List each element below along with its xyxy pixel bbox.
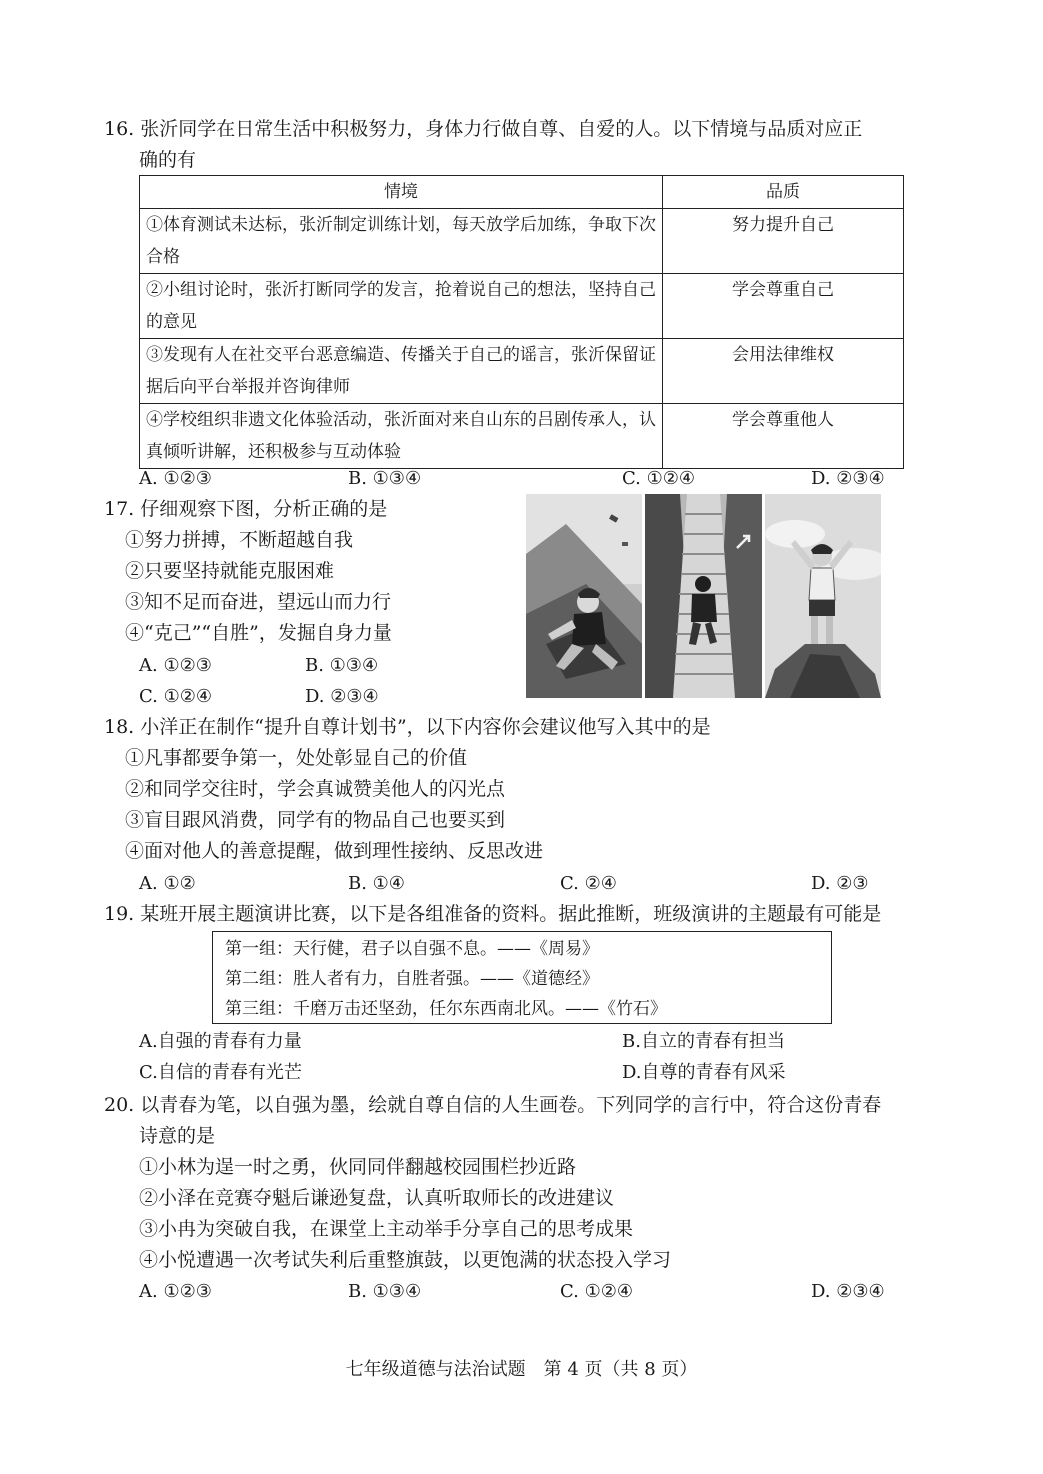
q18-item-3: ③盲目跟风消费，同学有的物品自己也要买到 xyxy=(125,809,506,831)
q17-option-b: B. ①③④ xyxy=(305,655,379,676)
q18-item-1: ①凡事都要争第一，处处彰显自己的价值 xyxy=(125,747,468,769)
q19-option-d: D.自尊的青春有风采 xyxy=(622,1062,786,1083)
q17-option-c: C. ①②④ xyxy=(139,686,212,707)
table-row xyxy=(140,274,904,339)
q20-option-b: B. ①③④ xyxy=(348,1281,422,1302)
q19-quote-box xyxy=(212,931,832,1024)
table-header-quality: 品质 xyxy=(663,176,904,209)
illustration-panel-fall xyxy=(526,494,642,698)
q20-item-1: ①小林为逞一时之勇，伙同同伴翻越校园围栏抄近路 xyxy=(139,1156,577,1178)
q19-option-a: A.自强的青春有力量 xyxy=(139,1031,302,1052)
q19-option-b: B.自立的青春有担当 xyxy=(622,1031,785,1052)
q19-option-c: C.自信的青春有光芒 xyxy=(139,1062,302,1083)
q16-stem-line2: 确的有 xyxy=(139,149,197,171)
q18-stem: 18. 小洋正在制作“提升自尊计划书”，以下内容你会建议他写入其中的是 xyxy=(104,716,711,738)
q17-item-2: ②只要坚持就能克服困难 xyxy=(125,560,335,582)
illustration-panel-stairs xyxy=(645,494,762,698)
page-footer: 七年级道德与法治试题 第 4 页（共 8 页） xyxy=(345,1359,698,1380)
q20-stem-line1: 20. 以青春为笔，以自强为墨，绘就自尊自信的人生画卷。下列同学的言行中，符合这份青春 xyxy=(104,1094,882,1116)
q20-item-3: ③小冉为突破自我，在课堂上主动举手分享自己的思考成果 xyxy=(139,1218,634,1240)
q17-item-1: ①努力拼搏，不断超越自我 xyxy=(125,529,354,551)
q17-item-3: ③知不足而奋进，望远山而力行 xyxy=(125,591,392,613)
q19-quote-3: 第三组：千磨万击还坚劲，任尔东西南北风。——《竹石》 xyxy=(225,999,667,1019)
q16-stem-line1: 16. 张沂同学在日常生活中积极努力，身体力行做自尊、自爱的人。以下情境与品质对应正 xyxy=(104,118,863,140)
table-cell-quality: 会用法律维权 xyxy=(663,339,904,404)
table-row xyxy=(140,404,904,469)
illustration-panel-summit xyxy=(765,494,881,698)
q20-option-d: D. ②③④ xyxy=(811,1281,885,1302)
q16-option-b: B. ①③④ xyxy=(348,468,422,489)
q20-item-2: ②小泽在竞赛夺魁后谦逊复盘，认真听取师长的改进建议 xyxy=(139,1187,615,1209)
q20-option-c: C. ①②④ xyxy=(560,1281,633,1302)
table-cell-situation: ①体育测试未达标，张沂制定训练计划，每天放学后加练，争取下次合格 xyxy=(140,209,663,274)
table-cell-quality: 努力提升自己 xyxy=(663,209,904,274)
q16-option-c: C. ①②④ xyxy=(622,468,695,489)
q16-option-a: A. ①②③ xyxy=(139,468,212,489)
q19-quote-1: 第一组：天行健，君子以自强不息。——《周易》 xyxy=(225,939,599,959)
q20-item-4: ④小悦遭遇一次考试失利后重整旗鼓，以更饱满的状态投入学习 xyxy=(139,1249,672,1271)
table-header-row xyxy=(140,176,904,209)
table-row xyxy=(140,209,904,274)
q17-option-d: D. ②③④ xyxy=(305,686,379,707)
table-row xyxy=(140,339,904,404)
table-cell-situation: ②小组讨论时，张沂打断同学的发言，抢着说自己的想法，坚持自己的意见 xyxy=(140,274,663,339)
q17-item-4: ④“克己”“自胜”，发掘自身力量 xyxy=(125,622,392,644)
q18-option-c: C. ②④ xyxy=(560,873,617,894)
q18-option-b: B. ①④ xyxy=(348,873,405,894)
q17-option-a: A. ①②③ xyxy=(139,655,212,676)
table-cell-quality: 学会尊重自己 xyxy=(663,274,904,339)
q18-option-a: A. ①② xyxy=(139,873,196,894)
q20-option-a: A. ①②③ xyxy=(139,1281,212,1302)
q20-stem-line2: 诗意的是 xyxy=(139,1125,216,1147)
table-header-situation: 情境 xyxy=(140,176,663,209)
q19-stem: 19. 某班开展主题演讲比赛，以下是各组准备的资料。据此推断，班级演讲的主题最有可能是 xyxy=(104,903,882,925)
q18-option-d: D. ②③ xyxy=(811,873,869,894)
q18-item-4: ④面对他人的善意提醒，做到理性接纳、反思改进 xyxy=(125,840,544,862)
q18-item-2: ②和同学交往时，学会真诚赞美他人的闪光点 xyxy=(125,778,506,800)
q16-table xyxy=(139,175,904,469)
table-cell-situation: ③发现有人在社交平台恶意编造、传播关于自己的谣言，张沂保留证据后向平台举报并咨询律师 xyxy=(140,339,663,404)
q16-option-d: D. ②③④ xyxy=(811,468,885,489)
q19-quote-2: 第二组：胜人者有力，自胜者强。——《道德经》 xyxy=(225,969,599,989)
table-cell-quality: 学会尊重他人 xyxy=(663,404,904,469)
q17-stem: 17. 仔细观察下图，分析正确的是 xyxy=(104,498,388,520)
table-cell-situation: ④学校组织非遗文化体验活动，张沂面对来自山东的吕剧传承人，认真倾听讲解，还积极参与互动体验 xyxy=(140,404,663,469)
